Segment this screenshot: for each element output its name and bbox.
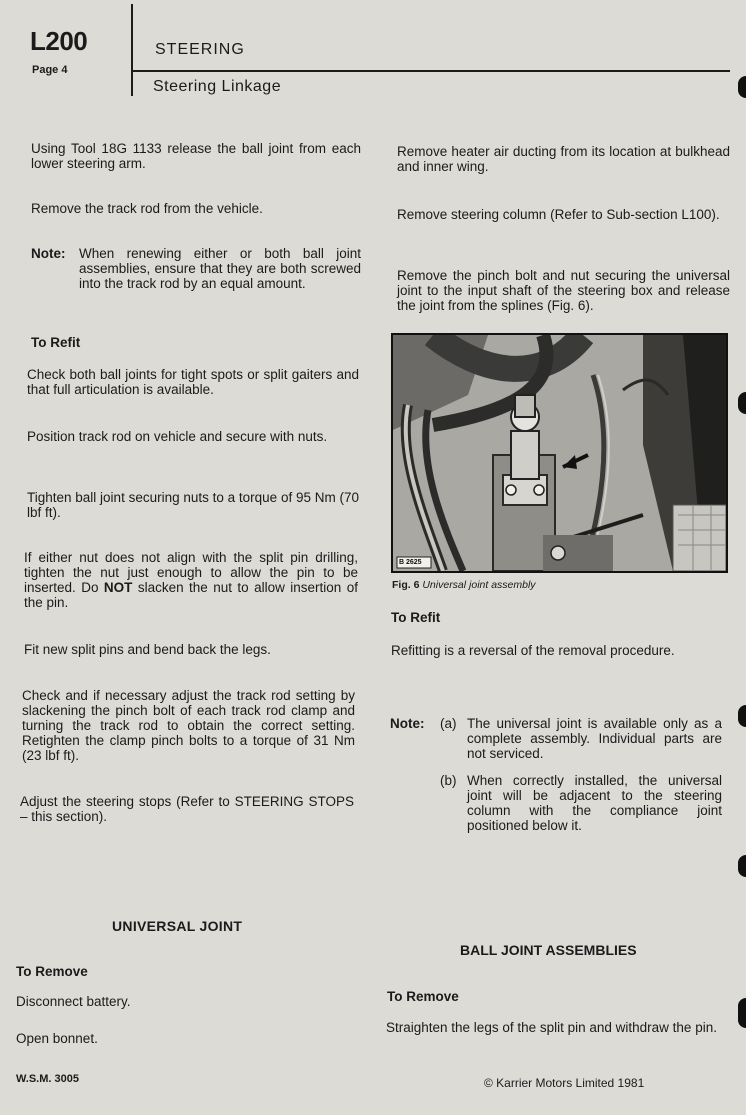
left-para-11: Open bonnet. — [16, 1031, 98, 1046]
right-para-5: Straighten the legs of the split pin and withdraw the pin. — [386, 1020, 717, 1035]
left-refit-heading: To Refit — [31, 335, 81, 350]
binder-tab-4 — [738, 855, 746, 877]
figure-caption-number: Fig. 6 — [392, 579, 420, 591]
note-item-a-text: The universal joint is available only as a complete assembly. Individual parts are not serviced. — [467, 716, 722, 761]
subsection-title: Steering Linkage — [153, 78, 282, 95]
header-horizontal-rule — [131, 70, 730, 72]
universal-joint-illustration — [393, 335, 726, 571]
left-para-9: Adjust the steering stops (Refer to STEERING STOPS – this section). — [20, 794, 354, 824]
left-para-7: Fit new split pins and bend back the legs. — [24, 642, 271, 657]
right-para-1: Remove heater air ducting from its location at bulkhead and inner wing. — [397, 144, 730, 174]
note-item-b-text: When correctly installed, the universal joint will be adjacent to the steering column with the compliance joint positioned below it. — [467, 773, 722, 833]
right-para-4: Refitting is a reversal of the removal procedure. — [391, 643, 675, 658]
right-para-2: Remove steering column (Refer to Sub-section L100). — [397, 207, 720, 222]
left-remove-heading: To Remove — [16, 964, 88, 979]
left-para-1: Using Tool 18G 1133 release the ball joint from each lower steering arm. — [31, 141, 361, 171]
left-para-10: Disconnect battery. — [16, 994, 131, 1009]
left-para-3: Check both ball joints for tight spots or split gaiters and that full articulation is available. — [27, 367, 359, 397]
left-para-2: Remove the track rod from the vehicle. — [31, 201, 263, 216]
ball-joint-assemblies-heading: BALL JOINT ASSEMBLIES — [460, 942, 637, 958]
left-para-6 — [24, 550, 358, 610]
binder-tab-3 — [738, 705, 746, 727]
binder-tab-2 — [738, 392, 746, 414]
left-para-6-end: slacken the nut to allow insertion of the pin. — [24, 580, 358, 610]
manual-section-code: L200 — [30, 26, 88, 56]
left-para-8: Check and if necessary adjust the track rod setting by slackening the pinch bolt of each track rod clamp and turning the track rod to obtain the correct setting. Retighten the clamp pinch bolts to a torque of 31 Nm (23 lbf ft). — [22, 688, 355, 763]
left-para-6-emphasis: NOT — [103, 580, 133, 595]
right-para-3: Remove the pinch bolt and nut securing the universal joint to the input shaft of the steering box and release the joint from the splines (Fig. 6). — [397, 268, 730, 313]
left-para-4: Position track rod on vehicle and secure with nuts. — [27, 429, 328, 444]
header-vertical-rule — [131, 4, 133, 96]
left-note — [31, 246, 361, 306]
note-label: Note: — [31, 246, 66, 261]
page-number: Page 4 — [32, 64, 68, 76]
binder-tab-5 — [738, 998, 746, 1028]
universal-joint-photo — [391, 333, 728, 573]
left-para-6-start: If either nut does not align with the split pin drilling, tighten the nut just enough to allow the pin to be inserted. Do — [24, 550, 358, 595]
footer-copyright: © Karrier Motors Limited 1981 — [484, 1076, 645, 1090]
footer-reference: W.S.M. 3005 — [16, 1073, 79, 1085]
right-note — [390, 716, 722, 840]
note-item-a-label: (a) — [440, 716, 457, 731]
section-title: STEERING — [155, 41, 245, 58]
note-item-b-label: (b) — [440, 773, 457, 788]
figure-reference-id: B 2625 — [399, 559, 422, 566]
note-text: When renewing either or both ball joint assemblies, ensure that they are both screwed into the track rod by an equal amount. — [79, 246, 361, 291]
figure-caption-text: Universal joint assembly — [422, 579, 536, 591]
note-label: Note: — [390, 716, 425, 731]
right-remove-heading: To Remove — [387, 989, 459, 1004]
left-para-5: Tighten ball joint securing nuts to a torque of 95 Nm (70 lbf ft). — [27, 490, 359, 520]
universal-joint-heading: UNIVERSAL JOINT — [112, 918, 243, 934]
right-refit-heading: To Refit — [391, 610, 441, 625]
binder-tab-1 — [738, 76, 746, 98]
figure-caption — [392, 579, 536, 592]
